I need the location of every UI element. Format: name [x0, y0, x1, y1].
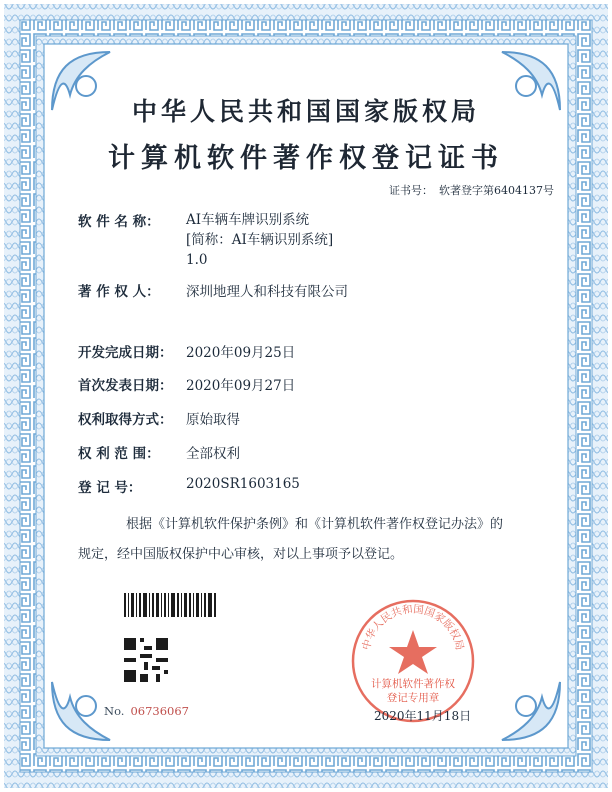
- serial-label: No.: [104, 704, 125, 718]
- software-name-label: 软 件 名 称：: [78, 214, 160, 230]
- software-version: 1.0: [186, 252, 208, 268]
- pub-date-field: [78, 374, 295, 394]
- software-short-name: [简称：AI车辆识别系统]: [186, 232, 334, 248]
- serial-number: [104, 704, 189, 718]
- method-value: 原始取得: [186, 412, 240, 428]
- seal-arc-text: 中华人民共和国国家版权局: [360, 603, 466, 652]
- body-line-2: 规定，经中国版权保护中心审核，对以上事项予以登记。: [78, 547, 404, 562]
- pub-date-value: 2020年09月27日: [186, 378, 296, 394]
- certificate-title: 计算机软件著作权登记证书: [108, 143, 504, 174]
- body-line-1: 根据《计算机软件保护条例》和《计算机软件著作权登记办法》的: [126, 517, 504, 532]
- issue-date: 2020年11月18日: [374, 709, 472, 723]
- registration-value: 2020SR1603165: [186, 476, 300, 492]
- scope-label: 权 利 范 围：: [78, 446, 160, 462]
- certificate-number: [383, 182, 554, 198]
- serial-value: 06736067: [130, 704, 189, 718]
- scope-value: 全部权利: [186, 446, 240, 462]
- dev-date-field: [78, 341, 295, 361]
- method-label: 权利取得方式：: [78, 412, 173, 428]
- scope-field: [78, 442, 240, 462]
- seal-line-2: 登记专用章: [386, 692, 440, 704]
- certificate-number-value: 软著登字第6404137号: [439, 184, 554, 197]
- software-name-field: [78, 210, 333, 270]
- owner-field: [78, 280, 348, 300]
- owner-label: 著 作 权 人：: [78, 284, 160, 300]
- qr-code: [124, 638, 168, 682]
- certificate-number-label: 证书号：: [389, 184, 433, 197]
- registration-field: [78, 476, 300, 496]
- method-field: [78, 408, 240, 428]
- dev-date-label: 开发完成日期：: [78, 345, 173, 361]
- barcode: [124, 593, 216, 617]
- pub-date-label: 首次发表日期：: [78, 378, 173, 394]
- software-name-value: AI车辆车牌识别系统: [186, 212, 310, 228]
- owner-value: 深圳地理人和科技有限公司: [186, 284, 348, 300]
- issuing-authority: 中华人民共和国国家版权局: [131, 97, 480, 126]
- dev-date-value: 2020年09月25日: [186, 345, 296, 361]
- seal-line-1: 计算机软件著作权: [371, 678, 455, 690]
- body-paragraph: [78, 510, 558, 570]
- registration-label: 登 记 号：: [78, 480, 142, 496]
- certificate-content: [48, 48, 564, 744]
